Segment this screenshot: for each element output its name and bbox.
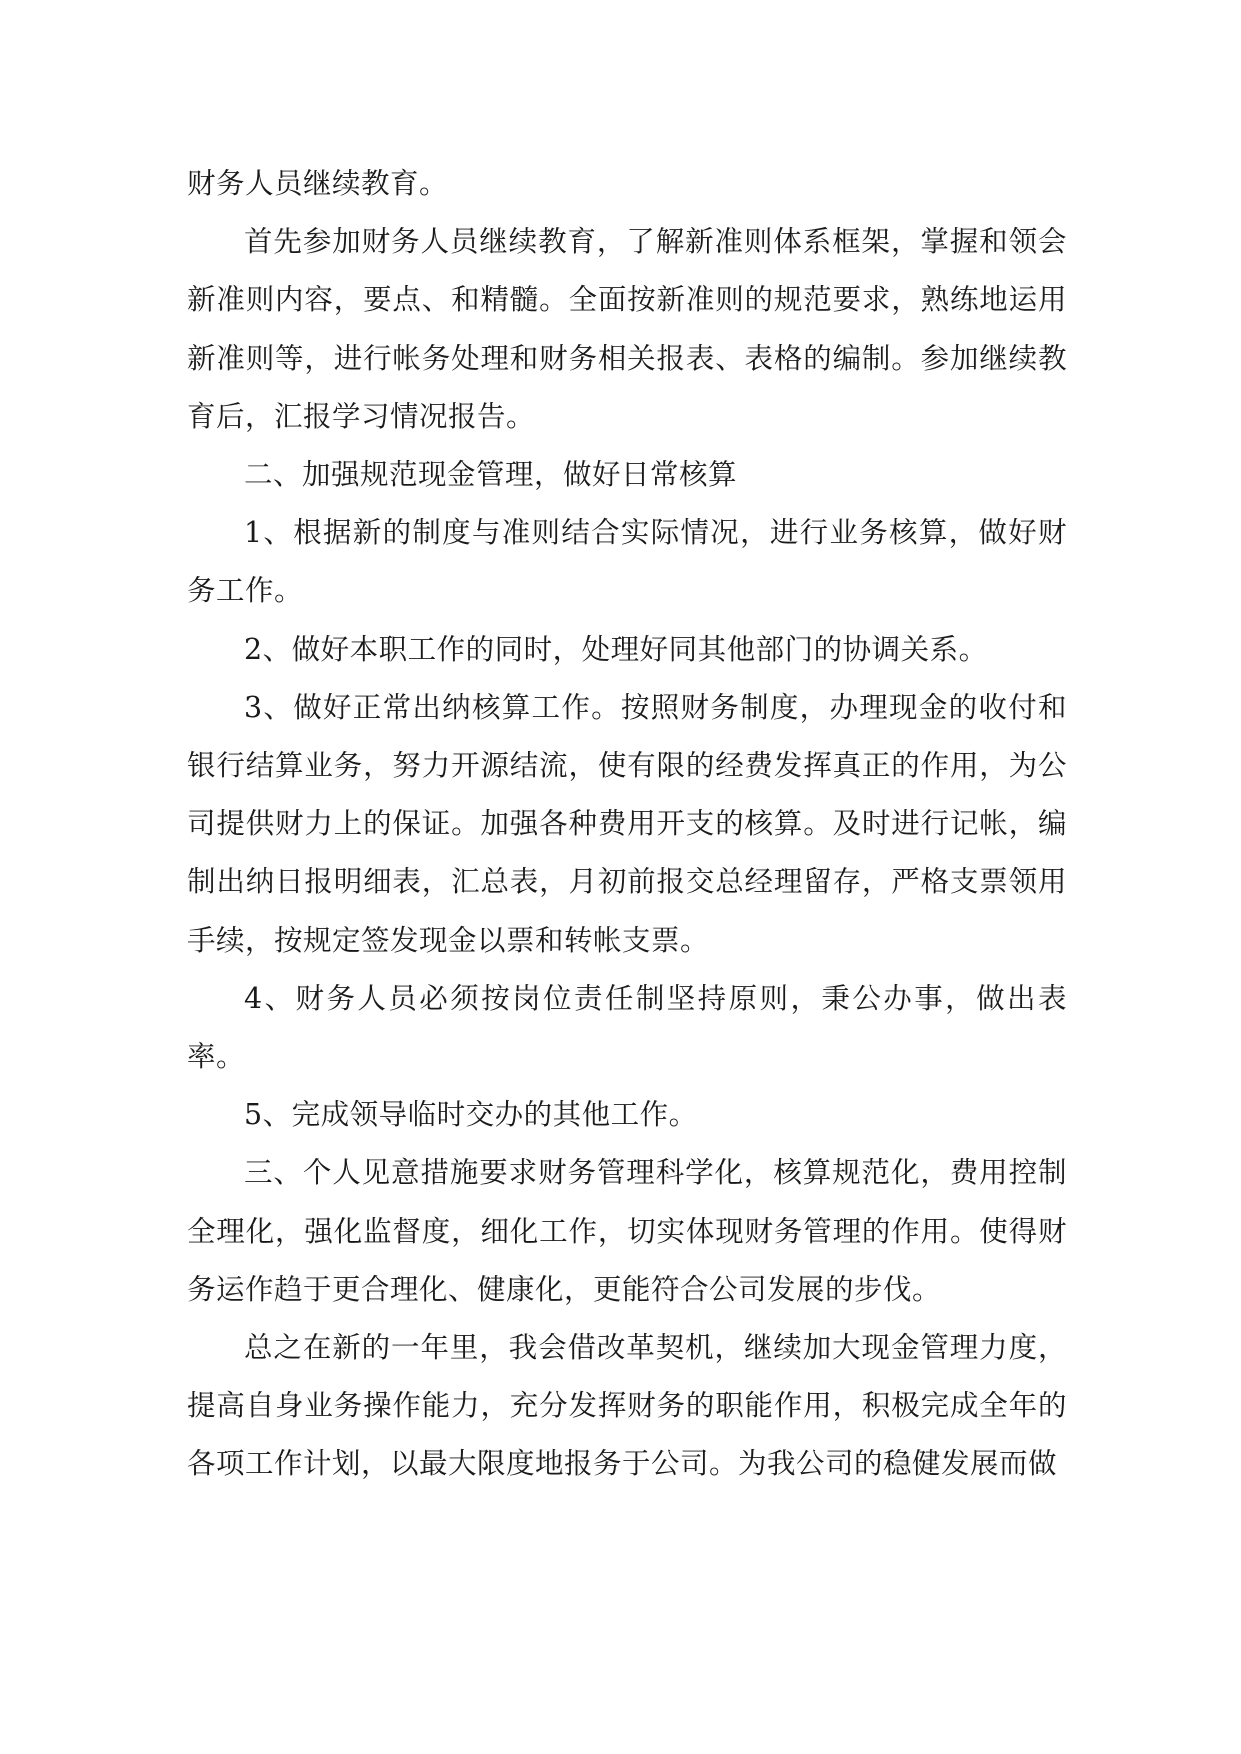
paragraph-continuation: 财务人员继续教育。 [187, 167, 449, 200]
list-item-2: 2、做好本职工作的同时，处理好同其他部门的协调关系。 [244, 632, 988, 666]
list-item-4: 4、财务人员必须按岗位责任制坚持原则，秉公办事，做出表率。 [187, 981, 1067, 1074]
section-heading-cash-management: 二、加强规范现金管理，做好日常核算 [244, 458, 738, 492]
list-item-5: 5、完成领导临时交办的其他工作。 [244, 1098, 698, 1132]
paragraph-conclusion: 总之在新的一年里，我会借改革契机，继续加大现金管理力度，提高自身业务操作能力，充分发挥财务的职能作用，积极完成全年的各项工作计划，以最大限度地报务于公司。为我公司的稳健发展而做 [187, 1331, 1067, 1481]
paragraph-continuing-education: 首先参加财务人员继续教育，了解新准则体系框架，掌握和领会新准则内容，要点、和精髓。全面按新准则的规范要求，熟练地运用新准则等，进行帐务处理和财务相关报表、表格的编制。参加继续教育后，汇报学习情况报告。 [187, 225, 1067, 433]
section-heading-personal-suggestions: 三、个人见意措施要求财务管理科学化，核算规范化，费用控制全理化，强化监督度，细化工作，切实体现财务管理的作用。使得财务运作趋于更合理化、健康化，更能符合公司发展的步伐。 [187, 1156, 1067, 1306]
list-item-1: 1、根据新的制度与准则结合实际情况，进行业务核算，做好财务工作。 [187, 516, 1067, 608]
document-body [187, 155, 1067, 1494]
list-item-3: 3、做好正常出纳核算工作。按照财务制度，办理现金的收付和银行结算业务，努力开源结流，使有限的经费发挥真正的作用，为公司提供财力上的保证。加强各种费用开支的核算。及时进行记帐，编制出纳日报明细表，汇总表，月初前报交总经理留存，严格支票领用手续，按规定签发现金以票和转帐支票。 [187, 690, 1067, 957]
